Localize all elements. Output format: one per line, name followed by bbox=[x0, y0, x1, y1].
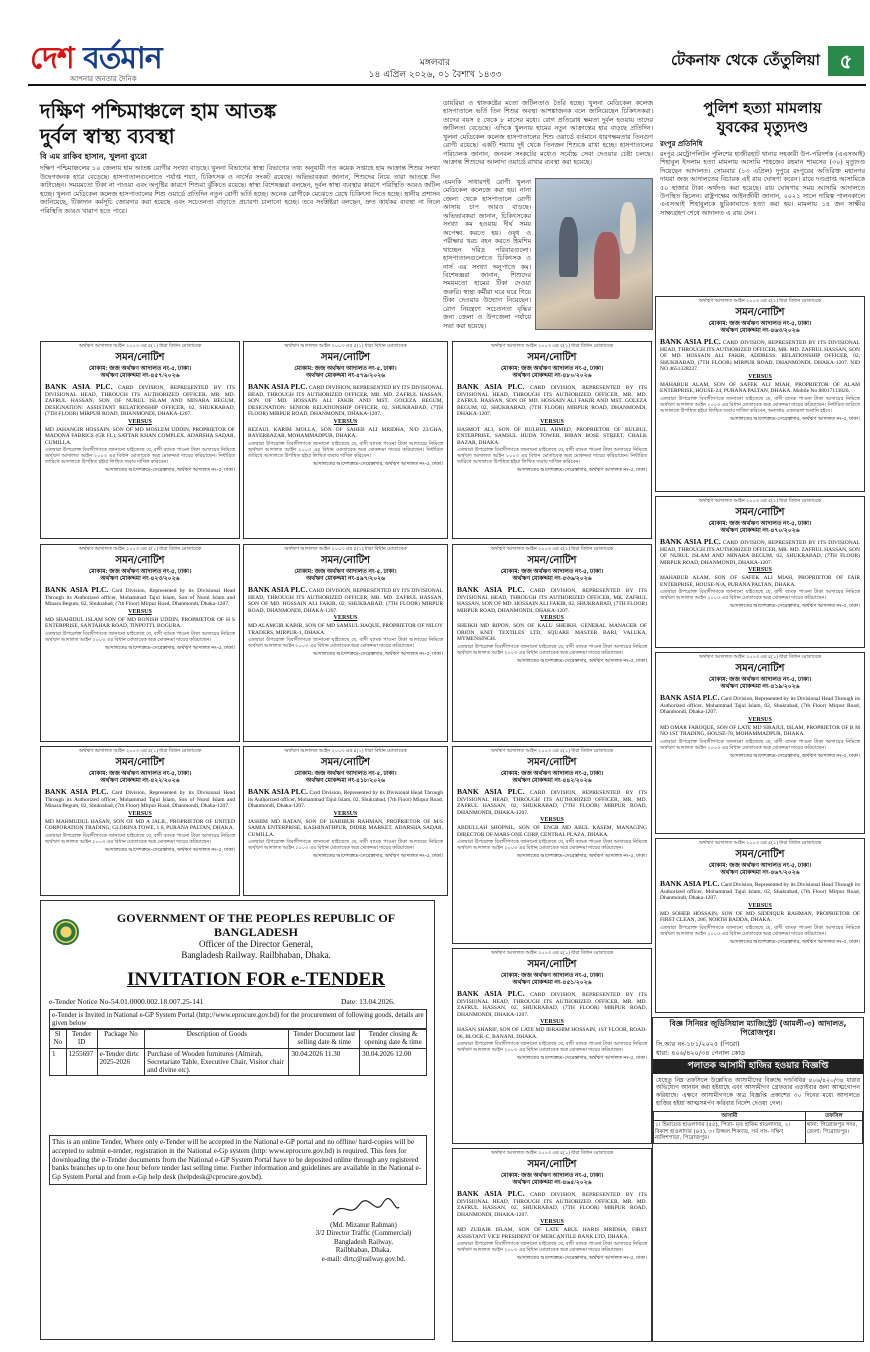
plaintiff-details: Card Division, Represented by its Divisional Head Through its Authorized officer, Mohammad Tajul Islam, Son of Nurul Islam and Minara Begum, 02, Shukrabad, (7th Floor) Mirpur Road, Dhanmondi, Dhaka-1207. bbox=[45, 789, 235, 810]
notice-law: অর্থঋণ আদালত আইন ২০০৩ এর ৫(১) ধারা বিধান মোতাবেক bbox=[490, 1151, 614, 1156]
notice-body: এতদ্বারা উপরোক্ত বিবাদীগণকে জানানো যাইতেছে যে, বাদী ব্যাংক পাওনা টাকা আদায়ের নিমিত্তে অর্থঋণ আদালত আইন ২০০৩ এর বিধান মোতাবেক অত্র মোকদ্দমা দায়ের করিয়াছেন। bbox=[660, 739, 860, 751]
notice-plaintiff bbox=[660, 538, 860, 566]
tagline: আপনার জনতার দৈনিক bbox=[70, 75, 137, 83]
notice-body: এতদ্বারা উপরোক্ত বিবাদীগণকে জানানো যাইতেছে যে, বাদী ব্যাংক পাওনা টাকা আদায়ের নিমিত্তে অর্থঋণ আদালত আইন ২০০৩ এর বিধান মোতাবেক অত্র মোকদ্দমা দায়ের করিয়াছেন। নির্ধারিত তারিখে আদালতে উপস্থিত হইয়া লিখিত জবাব দাখিল করিবেন। bbox=[248, 441, 443, 459]
plaintiff-details: CARD DIVISION, REPRESENTED BY ITS DIVISIONAL HEAD, THROUGH ITS AUTHORIZED OFFICER, MR. MD. ZAFRUL HASSAN, 02, SHUKRABAD, (7TH FLOOR) MIRPUR ROAD, DHANMONDI, DHAKA-1207. bbox=[457, 1191, 648, 1218]
sig-name: (Md. Mizanur Rahman) bbox=[330, 1221, 397, 1229]
bank-name: BANK ASIA PLC. bbox=[248, 786, 308, 796]
notice-court: মোকাম: জজ অর্থঋণ আদালত নং-৫, ঢাকা। bbox=[500, 1172, 604, 1179]
notice-case: অর্থঋণ মোকদ্দমা নং-৪২৩/২০২৬ bbox=[100, 575, 180, 582]
tender-notice-no: e-Tender Notice No-54.01.0000.002.18.007.25-141 bbox=[49, 997, 204, 1006]
page-number: ৫ bbox=[828, 46, 864, 76]
summons-notice bbox=[243, 341, 448, 539]
notice-plaintiff bbox=[457, 586, 647, 614]
notice-signature: আদালতের আদেশক্রমে-সেরেস্তাদার, অর্থঋণ আদালত নং-৫, ঢাকা। bbox=[516, 468, 647, 474]
notice-law: অর্থঋণ আদালত আইন ২০০৩ এর ৫(১) ধারা বিধান মোতাবেক bbox=[78, 749, 202, 754]
notice-law: অর্থঋণ আদালত আইন ২০০৩ এর ৫(১) ধারা বিধান মোতাবেক bbox=[698, 841, 822, 846]
police-body: রংপুর মেট্রোপলিটন পুলিশের হাজীরহাট থানার সহকারী উপ-পরিদর্শক (এএসআই) শিহাবুল ইসলাম হত্যা মামলায় আসামি শাহজেব রহমান শামসের (৩০) মৃত্যুদণ্ড দিয়েছেন আদালত। সোমবার (১৩ এপ্রিল) দুপুরে রংপুরের অতিরিক্ত মহানগর দায়রা জজ আদালতের বিচারক এই রায় ঘোষণা করেন। রায়ে দণ্ডপ্রাপ্ত আসামিকে ৫০ হাজার টাকা অর্থদণ্ড করা হয়েছে। রায় ঘোষণার সময় আসামি আদালতে উপস্থিত ছিলেন। রাষ্ট্রপক্ষের আইনজীবী জানান, ২০২১ সালে দায়িত্ব পালনকালে এএসআই শিহাবুলকে ছুরিকাঘাতে হত্যা করা হয়। মামলায় ১৪ জন সাক্ষীর সাক্ষ্যগ্রহণ শেষে আদালত এ রায় দেন। bbox=[660, 149, 865, 217]
notice-case: অর্থঋণ মোকদ্দমা নং-৪৬৫/২০২৬ bbox=[512, 1179, 592, 1186]
notice-body: এতদ্বারা উপরোক্ত বিবাদীগণকে জানানো যাইতেছে যে, বাদী ব্যাংক পাওনা টাকা আদায়ের নিমিত্তে অর্থঋণ আদালত আইন ২০০৩ এর বিধান মোতাবেক অত্র মোকদ্দমা দায়ের করিয়াছেন। bbox=[457, 1242, 647, 1254]
notice-title[interactable]: সমন/নোটিশ bbox=[735, 306, 785, 318]
plaintiff-details: Card Division, Represented by its Divisional Head Through its Authorized officer, Mohammad Tajul Islam, 02, Shukrabad, (7th Floor) Mirpur Road, Dhanmondi, Dhaka-1207. bbox=[660, 881, 861, 902]
notice-law: অর্থঋণ আদালত আইন ২০০৩ এর ৫(১) ধারা বিধান মোতাবেক bbox=[490, 547, 614, 552]
notice-signature: আদালতের আদেশক্রমে-সেরেস্তাদার, অর্থঋণ আদালত নং-৫, ঢাকা। bbox=[729, 604, 860, 610]
notice-body: এতদ্বারা উপরোক্ত বিবাদীগণকে জানানো যাইতেছে যে, বাদী ব্যাংক পাওনা টাকা আদায়ের নিমিত্তে অর্থঋণ আদালত আইন ২০০৩ এর বিধান মোতাবেক অত্র মোকদ্দমা দায়ের করিয়াছেন। নির্ধারিত তারিখে আদালতে উপস্থিত হইয়া লিখিত জবাব দাখিল করিবেন। bbox=[45, 448, 235, 466]
notice-defendant: REZAUL KARIM MOLLA, SON OF SAHEB ALI MRIDHA, N/D 23/GHA, RAYERBAZAR, MOHAMMADPUR, DHAKA. bbox=[248, 426, 443, 440]
notice-law: অর্থঋণ আদালত আইন ২০০৩ এর ৫(১) ধারা বিধান মোতাবেক bbox=[284, 547, 407, 552]
th-closing: Tender closing & opening date & time bbox=[360, 1029, 427, 1049]
th-sl: Sl No bbox=[50, 1029, 67, 1049]
notice-title[interactable]: সমন/নোটিশ bbox=[527, 958, 577, 970]
notice-case: অর্থঋণ মোকদ্দমা নং-৪৫৭/২০২৬ bbox=[100, 372, 180, 379]
summons-notice bbox=[452, 341, 652, 539]
lead-body-col3: এমনকি সাধারণই রোগী খুলনা মেডিকেল কলেজে করা হয়। নানা জেলা থেকে হাসপাতালে রোগী আসায় চাপ আরও বাড়ছে। অভিভাবকরা জানান, চিকিৎসকের সংখ্যা কম হওয়ায় দীর্ঘ সময় অপেক্ষা করতে হয়। ওষুধ ও পরীক্ষার খরচ বহন করতে হিমশিম খাচ্ছেন দরিদ্র পরিবারগুলো। হাসপাতালগুলোতে চিকিৎসক ও নার্স এর সংখ্যা অনুপাতে কম। বিশেষজ্ঞরা জানান, শিশুদের সময়মতো হামের টিকা দেওয়া জরুরি। স্বাস্থ্য কর্মীরা ঘরে ঘরে গিয়ে টিকা দেওয়ার উদ্যোগ নিয়েছেন। রোগ নিয়ন্ত্রণে সচেতনতা বৃদ্ধির জন্য জেলা ও উপজেলা পর্যায়ে সভা করা হয়েছে। bbox=[443, 178, 531, 330]
notice-court: মোকাম: জজ অর্থঋণ আদালত নং-৫, ঢাকা। bbox=[294, 770, 397, 777]
plaintiff-details: CARD DIVISION, REPRESENTED BY ITS DIVISIONAL HEAD, THROUGH ITS AUTHORIZED OFFICER, MR. MD. ZAFRUL HASSAN, SON OF MD. HOSSAIN ALI FAKIR, 02, SHUKRABAD, (7TH FLOOR) MIRPUR ROAD, DHANMONDI, DHAKA-1207. bbox=[248, 587, 443, 614]
notice-title[interactable]: সমন/নোটিশ bbox=[735, 848, 785, 860]
notice-court: মোকাম: জজ অর্থঋণ আদালত নং-৫, ঢাকা। bbox=[500, 568, 604, 575]
notice-defendant: MAHABUB ALAM, SON OF SAFEK ALI MIAH, PROPRIETOR OF FAIR ENTERPRISE, HOUSE-N/A, PURANA PALTAN, DHAKA. bbox=[660, 575, 860, 588]
notice-title[interactable]: সমন/নোটিশ bbox=[115, 756, 165, 768]
bank-name: BANK ASIA PLC. bbox=[660, 878, 720, 888]
notice-signature: আদালতের আদেশক্রমে-সেরেস্তাদার, অর্থঋণ আদালত নং-৫, ঢাকা। bbox=[516, 1056, 647, 1062]
notice-title[interactable]: সমন/নোটিশ bbox=[527, 351, 577, 363]
tender-footer: This is an online Tender, Where only e-Tender will be accepted in the National e-GP portal and no offline/ hard-copies will be accepted to submit e-tender, registration in the National e-Gp system (http: www.eprocure.gov.bd) is required. This fees for downloading the e-Tender documents from the National e-GP System Portal have to be deposited online through any registered banks branches up to one hour before tender last selling time. Further information and guidelines are available in the National e-Gp System Portal and from e-Gp help desk (helpdesk@cprocure.gov.bd). bbox=[49, 1135, 427, 1185]
police-headline-2[interactable]: যুবকের মৃত্যুদণ্ড bbox=[716, 117, 809, 136]
td-package: e-Tender dirtc 2025-2026 bbox=[97, 1048, 145, 1076]
lead-body: দক্ষিণ পশ্চিমাঞ্চলের ১০ জেলায় হাম আতঙ্ক রোগীর সংখ্যা বাড়ছে। খুলনা বিভাগের স্বাস্থ্য বিভাগের তথ্য অনুযায়ী গত কয়েক সপ্তাহে হাম আক্রান্ত শিশুর সংখ্যা উদ্বেগজনক হারে বেড়েছে। হাসপাতালগুলোতে পর্যাপ্ত শয্যা, চিকিৎসক ও নার্সের সংকট রয়েছে। অভিভাবকরা জানান, শিশুদের নিয়ে তারা আতঙ্কে দিন কাটাচ্ছেন। সময়মতো টিকা না পাওয়া এবং অপুষ্টির কারণে শিশুরা ঝুঁকিতে রয়েছে। স্বাস্থ্য বিশেষজ্ঞরা বলছেন, দুর্বল স্বাস্থ্য ব্যবস্থার কারণে পরিস্থিতি আরও জটিল হচ্ছে। খুলনা মেডিকেল কলেজ হাসপাতালের শিশু ওয়ার্ডে প্রতিদিন নতুন রোগী ভর্তি হচ্ছে। অনেক রোগীকে মেঝেতে রেখে চিকিৎসা দিতে হচ্ছে। স্থানীয় প্রশাসন জানিয়েছে, টিকাদান কর্মসূচি জোরদার করা হয়েছে এবং সচেতনতা বাড়াতে প্রচারণা চালানো হচ্ছে। তবে সংশ্লিষ্টরা বলছেন, দ্রুত কার্যকর ব্যবস্থা না নিলে পরিস্থিতি আরও খারাপ হতে পারে। bbox=[40, 164, 440, 215]
notice-case: অর্থঋণ মোকদ্দমা নং-৪৭৯/২০২৬ bbox=[305, 372, 385, 379]
police-headline-1[interactable]: পুলিশ হত্যা মামলায় bbox=[703, 99, 822, 117]
versus-label: VERSUS bbox=[748, 902, 772, 909]
notice-signature: আদালতের আদেশক্রমে-সেরেস্তাদার, অর্থঋণ আদালত নং-৫, ঢাকা। bbox=[516, 1256, 647, 1262]
notice-law: অর্থঋণ আদালত আইন ২০০৩ এর ৫(১) ধারা বিধান মোতাবেক bbox=[78, 344, 202, 349]
tender-railway: Bangladesh Railway. Railbhaban, Dhaka. bbox=[181, 949, 331, 960]
table-row bbox=[50, 1048, 427, 1076]
bank-name: BANK ASIA PLC. bbox=[457, 786, 525, 796]
notice-body: এতদ্বারা উপরোক্ত বিবাদীগণকে জানানো যাইতেছে যে, বাদী ব্যাংক পাওনা টাকা আদায়ের নিমিত্তে অর্থঋণ আদালত আইন ২০০৩ এর বিধান মোতাবেক অত্র মোকদ্দমা দায়ের করিয়াছেন। bbox=[248, 638, 443, 650]
tender-signature bbox=[296, 1221, 431, 1263]
bank-name: BANK ASIA PLC. bbox=[660, 336, 721, 346]
versus-label: VERSUS bbox=[748, 567, 772, 574]
versus-label: VERSUS bbox=[128, 810, 152, 817]
th-id: Tender ID bbox=[66, 1029, 97, 1049]
wanted-title[interactable]: পলাতক আসামী হাজির হওয়ার বিজ্ঞপ্তি bbox=[653, 1059, 863, 1074]
notice-case: অর্থঋণ মোকদ্দমা নং-৪৯৭/২০২৬ bbox=[305, 575, 385, 582]
summons-notice bbox=[655, 838, 865, 1013]
lead-headline-1[interactable]: দক্ষিণ পশ্চিমাঞ্চলে হাম আতঙ্ক bbox=[40, 99, 277, 123]
notice-law: অর্থঋণ আদালত আইন ২০০৩ এর ৫(১) ধারা বিধান মোতাবেক bbox=[698, 299, 822, 304]
wanted-th-schedule: তফসিল bbox=[805, 1111, 862, 1120]
notice-signature: আদালতের আদেশক্রমে-সেরেস্তাদার, অর্থঋণ আদালত নং-৫, ঢাকা। bbox=[729, 939, 860, 945]
plaintiff-details: CARD DIVISION, REPRESENTED BY ITS DIVISIONAL HEAD, THROUGH ITS AUTHORIZED OFFICER, MR. MD. ZAFRUL HASSAN, SON OF NURUL ISLAM AND MINARA BEGUM, 02, SHUKRABAD, (7TH FLOOR) MIRPUR ROAD, DHANMONDI, DHAKA-1207. bbox=[660, 539, 860, 566]
notice-plaintiff bbox=[457, 383, 647, 418]
notice-plaintiff bbox=[660, 338, 860, 373]
th-selling: Tender Document last selling date & time bbox=[289, 1029, 360, 1049]
notice-title[interactable]: সমন/নোটিশ bbox=[527, 756, 577, 768]
notice-court: মোকাম: জজ অর্থঋণ আদালত নং-৫, ঢাকা। bbox=[294, 365, 397, 372]
tender-table bbox=[49, 1028, 427, 1076]
notice-body: এতদ্বারা উপরোক্ত বিবাদীগণকে জানানো যাইতেছে যে, বাদী ব্যাংক পাওনা টাকা আদায়ের নিমিত্তে অর্থঋণ আদালত আইন ২০০৩ এর বিধান মোতাবেক অত্র মোকদ্দমা দায়ের করিয়াছেন। নির্ধারিত তারিখে আদালতে উপস্থিত হইয়া লিখিত জবাব দাখিল করিবেন। bbox=[457, 448, 647, 466]
tender-office: Officer of the Director General, bbox=[198, 939, 314, 950]
notice-case: অর্থঋণ মোকদ্দমা নং-৪৬৭/২০২৬ bbox=[720, 869, 800, 876]
notice-plaintiff bbox=[457, 1190, 647, 1218]
tender-title[interactable]: INVITATION FOR e-TENDER bbox=[127, 968, 385, 990]
notice-plaintiff bbox=[248, 586, 443, 614]
versus-label: VERSUS bbox=[128, 418, 152, 425]
wanted-court: বিজ্ঞ সিনিয়র জুডিসিয়াল ম্যাজিস্ট্রেট (আমলী-৩) আদালত, পিরোজপুর। bbox=[669, 1019, 847, 1037]
signature-icon bbox=[331, 1197, 401, 1221]
notice-plaintiff bbox=[660, 694, 860, 716]
sig-email[interactable]: e-mail: dirtc@railway.gov.bd. bbox=[321, 1254, 406, 1263]
notice-title[interactable]: সমন/নোটিশ bbox=[115, 351, 165, 363]
notice-defendant: MD MAHMUDUL HASAN, SON OF MD A JALIL, PROPRIETOR OF UNITED CORPORATION TRADING, GLORINA TOWE, 1 6, PURANA PALTAN, DHAKA. bbox=[45, 818, 235, 832]
plaintiff-details: CARD DIVISION, REPRESENTED BY ITS DIVISIONAL HEAD, THROUGH ITS AUTHORIZED OFFICER, MR. MD. ZAFRUL HASSAN, SON OF NURUL ISLAM AND MINARA BEGUM, DESIGNATION: ASSISTANT RELATIONSHIP OFFICER, 02, SHUKRABAD, (7TH FLOOR) MIRPUR ROAD, DHANMONDI, DHAKA-1207. bbox=[45, 384, 236, 418]
notice-court: মোকাম: জজ অর্থঋণ আদালত নং-৫, ঢাকা। bbox=[708, 320, 812, 327]
versus-label: VERSUS bbox=[748, 716, 772, 723]
td-sl: 1 bbox=[50, 1048, 67, 1076]
notice-title[interactable]: সমন/নোটিশ bbox=[321, 351, 370, 363]
notice-case: অর্থঋণ মোকদ্দমা নং-৪২২/২০২৬ bbox=[100, 777, 180, 784]
summons-notice bbox=[40, 341, 240, 539]
lead-body-col2: ডায়রিয়া ও শ্বাসকষ্টের মতো জটিলতাও তৈরি হচ্ছে। খুলনা মেডিকেল কলেজ হাসপাতালে ভর্তি তিন শিশুর অবস্থা আশঙ্কাজনক বলে জানিয়েছেন চিকিৎসকরা। তাদের বয়স ৫ থেকে ৮ মাসের মধ্যে। রোগ প্রতিরোধ ক্ষমতা দুর্বল হওয়ায় তাদের জটিলতা বেড়েছে। এদিকে খুলনায় হামের নতুন আক্রান্তের হার বাড়ছে প্রতিদিন। খুলনা মেডিকেল কলেজ হাসপাতালের শিশু ওয়ার্ডে বর্তমানে ধারণক্ষমতার তিনগুণ রোগী রয়েছে। একটি শয্যায় দুই থেকে তিনজন শিশুকে রাখা হচ্ছে। হাসপাতালের পরিচালক জানান, জনবল সংকটের মধ্যেও সর্বোচ্চ সেবা দেওয়ার চেষ্টা চলছে। আক্রান্ত শিশুদের আলাদা ওয়ার্ডে রাখার ব্যবস্থা করা হয়েছে। bbox=[443, 99, 653, 167]
plaintiff-details: Card Division, Represented by its Divisional Head Through its Authorized officer, Mohammad Tajul Islam, 02, Shukrabad, (7th Floor) Mirpur Road, Dhanmondi, Dhaka-1207. bbox=[660, 695, 861, 716]
versus-label: VERSUS bbox=[540, 1219, 564, 1226]
wanted-th-accused: আসামী bbox=[654, 1111, 806, 1120]
td-selling: 30.04.2026 11.30 bbox=[289, 1048, 360, 1076]
sig-title: 3/2 Director Traffic (Commercial) bbox=[315, 1229, 412, 1238]
versus-label: VERSUS bbox=[128, 608, 152, 615]
notice-case: অর্থঋণ মোকদ্দমা নং-৪৩৬/২০২৬ bbox=[512, 575, 592, 582]
summons-notice bbox=[452, 948, 652, 1144]
notice-court: মোকাম: জজ অর্থঋণ আদালত নং-৫, ঢাকা। bbox=[294, 568, 397, 575]
td-id: 1255697 bbox=[66, 1048, 97, 1076]
plaintiff-details: Card Division, Represented by its Divisional Head Through its Authorized officer, Mohammad Tajul Islam, Son of Nurul Islam and Minara Begum, 02, Shukrabad, (7th Floor) Mirpur Road, Dhanmondi, Dhaka-1207. bbox=[45, 587, 235, 608]
notice-defendant: MD ALAMGIR KABIR, SON OF MD SAMSUL HAQUE, PROPRIETOR OF NILOY TRADERS, MIRPUR-1, DHAKA. bbox=[248, 623, 443, 636]
notice-law: অর্থঋণ আদালত আইন ২০০৩ এর ৫(১) ধারা বিধান মোতাবেক bbox=[78, 547, 202, 552]
bank-name: BANK ASIA PLC. bbox=[45, 584, 109, 594]
notice-signature: আদালতের আদেশক্রমে-সেরেস্তাদার, অর্থঋণ আদালত নং-৫, ঢাকা। bbox=[104, 468, 235, 474]
notice-law: অর্থঋণ আদালত আইন ২০০৩ এর ৫(১) ধারা বিধান মোতাবেক bbox=[490, 749, 614, 754]
bank-name: BANK ASIA PLC. bbox=[248, 381, 308, 391]
notice-plaintiff bbox=[248, 383, 443, 418]
notice-court: মোকাম: জজ অর্থঋণ আদালত নং-৫, ঢাকা। bbox=[500, 365, 604, 372]
versus-label: VERSUS bbox=[748, 373, 772, 380]
wanted-section: ধারা: ৪০৬/৪২০/৩৪ পেনাল কোড bbox=[656, 1049, 746, 1058]
lead-headline-2[interactable]: দুর্বল স্বাস্থ্য ব্যবস্থা bbox=[40, 124, 175, 148]
notice-law: অর্থঋণ আদালত আইন ২০০৩ এর ৫(১) ধারা বিধান মোতাবেক bbox=[490, 951, 614, 956]
versus-label: VERSUS bbox=[540, 817, 564, 824]
lead-story bbox=[40, 99, 440, 314]
notice-defendant: MD ZUBAIR ISLAM, SON OF LATE ABUL HARIS MRIDHA, FIRST ASSISTANT VICE PRESIDENT OF MERCANTILE BANK LTD, DHAKA. bbox=[457, 1227, 647, 1240]
notice-defendant: HASAN SHARIF, SON OF LATE MD IBRAHIM HOSSAIN, 1ST FLOOR, ROAD-06, BLOCK-C, BANANI, DHAKA. bbox=[457, 1027, 647, 1040]
notice-signature: আদালতের আদেশক্রমে-সেরেস্তাদার, অর্থঋণ আদালত নং-৫, ঢাকা। bbox=[729, 416, 860, 422]
notice-signature: আদালতের আদেশক্রমে-সেরেস্তাদার, অর্থঋণ আদালত নং-৫, ঢাকা। bbox=[312, 854, 443, 860]
notice-case: অর্থঋণ মোকদ্দমা নং-৪১৮/২০২৬ bbox=[306, 777, 385, 784]
notice-law: অর্থঋণ আদালত আইন ২০০৩ এর ৫(১) ধারা বিধান মোতাবেক bbox=[698, 499, 822, 504]
wanted-body: যেহেতু নিম্ন তফসিলে উল্লেখিত আসামীদের বিরুদ্ধে দণ্ডবিধির ৪০৬/৪২০/৩৪ ধারার অভিযোগ আনয়ন করা হইয়াছে এবং আসামীগণ গ্রেফতার এড়াইবার জন্য আত্মগোপন করিয়াছে। এক্ষণে আসামীগণকে অত্র বিজ্ঞপ্তি প্রকাশের ৩০ দিনের মধ্যে আদালতে হাজির হইয়া আত্মসমর্পণ করিবার নির্দেশ দেওয়া গেল। bbox=[656, 1076, 860, 1107]
notice-signature: আদালতের আদেশক্রমে-সেরেস্তাদার, অর্থঋণ আদালত নং-৫, ঢাকা। bbox=[729, 753, 860, 759]
notice-court: মোকাম: জজ অর্থঋণ আদালত নং-৫, ঢাকা। bbox=[500, 770, 604, 777]
notice-court: মোকাম: জজ অর্থঋণ আদালত নং-৫, ঢাকা। bbox=[88, 365, 192, 372]
bank-name: BANK ASIA PLC. bbox=[457, 381, 525, 391]
notice-body: এতদ্বারা উপরোক্ত বিবাদীগণকে জানানো যাইতেছে যে, বাদী ব্যাংক পাওনা টাকা আদায়ের নিমিত্তে অর্থঋণ আদালত আইন ২০০৩ এর বিধান মোতাবেক অত্র মোকদ্দমা দায়ের করিয়াছেন। bbox=[457, 840, 647, 852]
tender-date: Date: 13.04.2026. bbox=[341, 997, 395, 1006]
notice-signature: আদালতের আদেশক্রমে-সেরেস্তাদার, অর্থঋণ আদালত নং-৫, ঢাকা। bbox=[312, 652, 443, 658]
plaintiff-details: Card Division, Represented by its Divisional Head Through its Authorized officer, Mohammad Tajul Islam, 02, Shukrabad, (7th Floor) Mirpur Road, Dhanmondi, Dhaka-1207. bbox=[248, 789, 443, 810]
plaintiff-details: CARD DIVISION, REPRESENTED BY ITS DIVISIONAL HEAD, THROUGH ITS AUTHORIZED OFFICER, MR. MD. ZAFRUL HASSAN, SON OF MD. HOSSAIN ALI FAKIR, ADDRESS: RELATIONSHIP OFFICER, 02, SHUKRABAD, (7TH FLOOR) MIRPUR ROAD, DHANMONDI, DHAKA-1207. NID NO 4651328227. bbox=[660, 339, 860, 373]
notice-court: মোকাম: জজ অর্থঋণ আদালত নং-৫, ঢাকা। bbox=[708, 862, 812, 869]
notice-title[interactable]: সমন/নোটিশ bbox=[321, 554, 370, 566]
plaintiff-details: CARD DIVISION, REPRESENTED BY ITS DIVISIONAL HEAD, THROUGH ITS AUTHORIZED OFFICER, MR. MD. ZAFRUL HASSAN, 02, SHUKRABAD, (7TH FLOOR) MIRPUR ROAD, DHANMONDI, DHAKA-1207. bbox=[457, 789, 648, 816]
tender-notice bbox=[40, 900, 435, 1340]
notice-defendant: JASHIM MD RATAN, SON OF HABIBUR RAHMAN, PROPRIETOR OF M/S SAMIA ENTERPRISE, KASHINATHPUR, DIDER MARKET, ADARSHA SADAR, CUMILLA. bbox=[248, 818, 443, 838]
bank-name: BANK ASIA PLC. bbox=[457, 584, 525, 594]
summons-notice bbox=[452, 746, 652, 944]
notice-law: অর্থঋণ আদালত আইন ২০০৩ এর ৫(১) ধারা বিধান মোতাবেক bbox=[284, 344, 407, 349]
summons-notice bbox=[40, 746, 240, 896]
notice-court: মোকাম: জজ অর্থঋণ আদালত নং-৫, ঢাকা। bbox=[708, 520, 812, 527]
notice-body: এতদ্বারা উপরোক্ত বিবাদীগণকে জানানো যাইতেছে যে, বাদী ব্যাংক পাওনা টাকা আদায়ের নিমিত্তে অর্থঋণ আদালত আইন ২০০৩ এর বিধান মোতাবেক অত্র মোকদ্দমা দায়ের করিয়াছেন। bbox=[45, 631, 235, 643]
notice-case: অর্থঋণ মোকদ্দমা নং-৪৫১/২০২৬ bbox=[512, 979, 592, 986]
wanted-table bbox=[653, 1111, 863, 1144]
notice-body: এতদ্বারা উপরোক্ত বিবাদীগণকে জানানো যাইতেছে যে, বাদী ব্যাংক পাওনা টাকা আদায়ের নিমিত্তে অর্থঋণ আদালত আইন ২০০৩ এর বিধান মোতাবেক অত্র মোকদ্দমা দায়ের করিয়াছেন। bbox=[457, 644, 647, 656]
summons-notice bbox=[655, 496, 865, 648]
wanted-schedule: থানা: পিরোজপুর সদর, জেলা: পিরোজপুর। bbox=[805, 1121, 862, 1143]
notice-plaintiff bbox=[248, 788, 443, 810]
notice-defendant: SHEIKH MD RIPON, SON OF KALU SHEIKH, GENERAL MANAGER OF ORION KNIT TEXTILES LTD, SQUARE MASTER BARI, VALUKA, MYMENSINGH. bbox=[457, 623, 647, 643]
sig-org: Bangladesh Railway, bbox=[333, 1237, 394, 1246]
bank-name: BANK ASIA PLC. bbox=[660, 536, 721, 546]
table-row bbox=[654, 1121, 863, 1143]
notice-court: মোকাম: জজ অর্থঋণ আদালত নং-৫, ঢাকা। bbox=[708, 676, 812, 683]
versus-label: VERSUS bbox=[333, 418, 358, 425]
wanted-case: সি.আর নং-১৮১/২০২৫ (পিরো) bbox=[656, 1039, 740, 1048]
plaintiff-details: CARD DIVISION, REPRESENTED BY ITS DIVISIONAL HEAD, THROUGH ITS AUTHORIZED OFFICER, MR. MD. ZAFRUL HASSAN, 02, SHUKRABAD, (7TH FLOOR) MIRPUR ROAD, DHANMONDI, DHAKA-1207. bbox=[457, 991, 648, 1018]
notice-court: মোকাম: জজ অর্থঋণ আদালত নং-৫, ঢাকা। bbox=[500, 972, 604, 979]
versus-label: VERSUS bbox=[540, 615, 564, 622]
logo-part-b: বর্তমান bbox=[83, 41, 162, 76]
notice-body: এতদ্বারা উপরোক্ত বিবাদীগণকে জানানো যাইতেছে যে, বাদী ব্যাংক পাওনা টাকা আদায়ের নিমিত্তে অর্থঋণ আদালত আইন ২০০৩ এর বিধান মোতাবেক অত্র মোকদ্দমা দায়ের করিয়াছেন। bbox=[660, 925, 860, 937]
issue-date: ১৪ এপ্রিল ২০২৬, ০১ বৈশাখ ১৪৩৩ bbox=[368, 70, 502, 80]
notice-law: অর্থঋণ আদালত আইন ২০০৩ এর ৫(১) ধারা বিধান মোতাবেক bbox=[490, 344, 614, 349]
versus-label: VERSUS bbox=[540, 1019, 564, 1026]
notice-court: মোকাম: জজ অর্থঋণ আদালত নং-৫, ঢাকা। bbox=[88, 568, 192, 575]
notice-signature: আদালতের আদেশক্রমে-সেরেস্তাদার, অর্থঋণ আদালত নং-৫, ঢাকা। bbox=[104, 645, 235, 651]
versus-label: VERSUS bbox=[333, 810, 358, 817]
notice-plaintiff bbox=[660, 880, 860, 902]
wanted-notice bbox=[652, 1017, 864, 1342]
table-row bbox=[654, 1111, 863, 1120]
plaintiff-details: CARD DIVISION, REPRESENTED BY ITS DIVISIONAL HEAD, THROUGH ITS AUTHORIZED OFFICER, MR. MD. ZAFRUL HASSAN, SON OF MD. HOSSAIN ALI FAKIR AND MST. GOLEZA BEGUM, 02, SHUKRABAD, (7TH FLOOR) MIRPUR ROAD, DHANMONDI, DHAKA-1207. bbox=[457, 384, 648, 418]
notice-signature: আদালতের আদেশক্রমে-সেরেস্তাদার, অর্থঋণ আদালত নং-৫, ঢাকা। bbox=[516, 658, 647, 664]
section-title: টেকনাফ থেকে তেঁতুলিয়া bbox=[670, 51, 820, 69]
notice-body: এতদ্বারা উপরোক্ত বিবাদীগণকে জানানো যাইতেছে যে, বাদী ব্যাংক পাওনা টাকা আদায়ের নিমিত্তে অর্থঋণ আদালত আইন ২০০৩ এর বিধান মোতাবেক অত্র মোকদ্দমা দায়ের করিয়াছেন। bbox=[45, 833, 235, 845]
versus-label: VERSUS bbox=[333, 615, 358, 622]
logo-part-a: দেশ bbox=[30, 41, 74, 76]
notice-signature: আদালতের আদেশক্রমে-সেরেস্তাদার, অর্থঋণ আদালত নং-৫, ঢাকা। bbox=[104, 847, 235, 853]
notice-signature: আদালতের আদেশক্রমে-সেরেস্তাদার, অর্থঋণ আদালত নং-৫, ঢাকা। bbox=[516, 854, 647, 860]
notice-law: অর্থঋণ আদালত আইন ২০০৩ এর ৫(১) ধারা বিধান মোতাবেক bbox=[284, 749, 407, 754]
notice-body: এতদ্বারা উপরোক্ত বিবাদীগণকে জানানো যাইতেছে যে, বাদী ব্যাংক পাওনা টাকা আদায়ের নিমিত্তে অর্থঋণ আদালত আইন ২০০৩ এর বিধান মোতাবেক অত্র মোকদ্দমা দায়ের করিয়াছেন। নির্ধারিত তারিখে আদালতে উপস্থিত হইয়া লিখিত জবাব দাখিল করিবেন, অন্যথায় একতরফা শুনানি হইবে। bbox=[660, 396, 860, 414]
plaintiff-details: CARD DIVISION, REPRESENTED BY ITS DIVISIONAL HEAD, THROUGH ITS AUTHORIZED OFFICER, MR. MD. ZAFRUL HASSAN, SON OF MD. HOSSAIN ALI FAKIR AND MST. GOLEZA BEGUM, DESIGNATION: SENIOR RELATIONSHIP OFFICER, 02, SHUKRABAD, (7TH FLOOR) MIRPUR ROAD, DHANMONDI, DHAKA-1207. bbox=[248, 384, 443, 418]
police-story bbox=[660, 99, 865, 232]
notice-body: এতদ্বারা উপরোক্ত বিবাদীগণকে জানানো যাইতেছে যে, বাদী ব্যাংক পাওনা টাকা আদায়ের নিমিত্তে অর্থঋণ আদালত আইন ২০০৩ এর বিধান মোতাবেক অত্র মোকদ্দমা দায়ের করিয়াছেন। bbox=[457, 1042, 647, 1054]
header-rule bbox=[28, 84, 866, 86]
notice-defendant: MD SOHEB HOSSAIN, SON OF MD SIDDIQUR RAHMAN, PROPRIETOR OF FIRST CLEAN, 286, NORTH BADDA, DHAKA. bbox=[660, 910, 860, 924]
notice-case: অর্থঋণ মোকদ্দমা নং-৪৬৩/২০২৬ bbox=[720, 327, 800, 334]
summons-notice bbox=[655, 652, 865, 834]
summons-notice bbox=[452, 544, 652, 742]
notice-law: অর্থঋণ আদালত আইন ২০০৩ এর ৫(১) ধারা বিধান মোতাবেক bbox=[698, 655, 822, 660]
th-package: Package No bbox=[97, 1029, 145, 1049]
hospital-photo bbox=[535, 178, 653, 330]
wanted-accused: ১। হিমায়েত হাওলাদার (৫৫), পিতা- মৃত হাকিম হাওলাদার, ২। বিকাশ হাওলাদার (৪৫), ৩। উজ্জল শিকদার, সর্ব সাং- দক্ষিণ নালিশপাড়া, পিরোজপুর। bbox=[654, 1121, 806, 1143]
notice-defendant: MD OMAR FAROQUE, SON OF LATE MD SIRAJUL ISLAM, PROPRIETOR OF B M NO 1ST TRADING, HOUSE-78, MOHAMMADPUR, DHAKA. bbox=[660, 724, 860, 738]
notice-body: এতদ্বারা উপরোক্ত বিবাদীগণকে জানানো যাইতেছে যে, বাদী ব্যাংক পাওনা টাকা আদায়ের নিমিত্তে অর্থঋণ আদালত আইন ২০০৩ এর বিধান মোতাবেক অত্র মোকদ্দমা দায়ের করিয়াছেন। bbox=[660, 590, 860, 602]
plaintiff-details: CARD DIVISION, REPRESENTED BY ITS DIVISIONAL HEAD, THROUGH ITS AUTHORIZED OFFICER, MR. ZAFRUL HASSAN, SON OF MD. HOSSAIN ALI FAKIR, 02, SHUKRABAD, (7TH FLOOR) MIRPUR ROAD, DHANMONDI, DHAKA-1207. bbox=[457, 587, 648, 614]
notice-defendant: ABDULLAH SHOPNIL, SON OF ENGR MD ABUL KASEM, MANAGING DIRECTOR OF MARS ONE CORP, CENTRAL PLAZA, DHAKA. bbox=[457, 825, 647, 838]
lead-byline: বি এম রাকিব হাসান, খুলনা ব্যুরো bbox=[40, 151, 147, 161]
notice-case: অর্থঋণ মোকদ্দমা নং-৪৮০/২০২৬ bbox=[512, 372, 592, 379]
notice-plaintiff bbox=[457, 990, 647, 1018]
tender-intro: e-Tender is Invited in National e-GP System Portal (http://www.eprocure.gov.bd) for the procurement of following goods, details are given below bbox=[49, 1009, 427, 1030]
notice-signature: আদালতের আদেশক্রমে-সেরেস্তাদার, অর্থঋণ আদালত নং-৫, ঢাকা। bbox=[312, 461, 443, 467]
notice-defendant: MAHABUB ALAM, SON OF SAFEK ALI MIAH, PROPRIETOR OF ALAM ENTERPRISE, HOUSE-24, PURANA PALTAN, DHAKA. Mobile No 88017113826. bbox=[660, 381, 860, 395]
summons-notice bbox=[40, 544, 240, 742]
bank-name: BANK ASIA PLC. bbox=[45, 381, 113, 391]
bank-name: BANK ASIA PLC. bbox=[457, 1188, 525, 1198]
notice-title[interactable]: সমন/নোটিশ bbox=[527, 1158, 577, 1170]
summons-notice bbox=[452, 1148, 652, 1342]
notice-title[interactable]: সমন/নোটিশ bbox=[735, 506, 785, 518]
td-closing: 30.04.2026 12.00 bbox=[360, 1048, 427, 1076]
issue-day: মঙ্গলবার bbox=[419, 58, 451, 68]
notice-plaintiff bbox=[45, 788, 235, 810]
notice-title[interactable]: সমন/নোটিশ bbox=[321, 756, 370, 768]
bank-name: BANK ASIA PLC. bbox=[457, 988, 525, 998]
summons-notice bbox=[243, 544, 448, 742]
notice-court: মোকাম: জজ অর্থঋণ আদালত নং-৫, ঢাকা। bbox=[88, 770, 192, 777]
tender-table-header bbox=[50, 1029, 427, 1049]
versus-label: VERSUS bbox=[540, 418, 564, 425]
police-byline: রংপুর প্রতিনিধি bbox=[660, 138, 703, 148]
railway-seal-icon bbox=[53, 919, 79, 945]
notice-body: এতদ্বারা উপরোক্ত বিবাদীগণকে জানানো যাইতেছে যে, বাদী ব্যাংক পাওনা টাকা আদায়ের নিমিত্তে অর্থঋণ আদালত আইন ২০০৩ এর বিধান মোতাবেক অত্র মোকদ্দমা দায়ের করিয়াছেন। bbox=[248, 840, 443, 852]
bank-name: BANK ASIA PLC. bbox=[45, 786, 109, 796]
notice-title[interactable]: সমন/নোটিশ bbox=[527, 554, 577, 566]
notice-plaintiff bbox=[45, 586, 235, 608]
summons-notice bbox=[655, 296, 865, 492]
notice-case: অর্থঋণ মোকদ্দমা নং-৪৭০/২০২৬ bbox=[720, 527, 800, 534]
notice-defendant: MD SHAHIDUL ISLAM SON OF MD BONISH UDDIN, PROPRIETOR OF H S ENTERPRISE, SANTAHAR ROAD, TINPOTTI, BOGURA. bbox=[45, 616, 235, 630]
notice-title[interactable]: সমন/নোটিশ bbox=[735, 662, 785, 674]
notice-case: অর্থঋণ মোকদ্দমা নং-৪৪২/২০২৬ bbox=[512, 777, 592, 784]
notice-title[interactable]: সমন/নোটিশ bbox=[115, 554, 165, 566]
tender-gov: GOVERNMENT OF THE PEOPLES REPUBLIC OF BANGLADESH bbox=[116, 911, 396, 940]
notice-defendant: MD JAHANGIR HOSSAIN, SON OF MD MOSLEM UDDIN, PROPRIETOR OF MADONA FABRICS (GR FL), SATTAR KHAN COMPLEX, ADARSHA SADAR, CUMILLA. bbox=[45, 426, 235, 446]
notice-plaintiff bbox=[45, 383, 235, 418]
sig-place: Railbhaban, Dhaka. bbox=[335, 1246, 392, 1255]
notice-case: অর্থঋণ মোকদ্দমা নং-৪১৯/২০২৬ bbox=[720, 683, 800, 690]
summons-notice bbox=[243, 746, 448, 896]
bank-name: BANK ASIA PLC. bbox=[248, 584, 308, 594]
td-desc: Purchase of Wooden furnitures (Almirah, Secretariate Table, Executive Chair, Visitor chair and divine etc). bbox=[145, 1048, 289, 1076]
bank-name: BANK ASIA PLC. bbox=[660, 692, 720, 702]
notice-defendant: HASMOT ALI, SON OF BULBUL AHMED, PROPRIETOR OF BULBUL ENTERPRISE, SAMSUL HUDA TOWER, BIRAN BOSE STREET, CHALK BAZAR, DHAKA. bbox=[457, 426, 647, 446]
masthead bbox=[0, 0, 870, 86]
th-desc: Description of Goods bbox=[145, 1029, 289, 1049]
notice-plaintiff bbox=[457, 788, 647, 816]
